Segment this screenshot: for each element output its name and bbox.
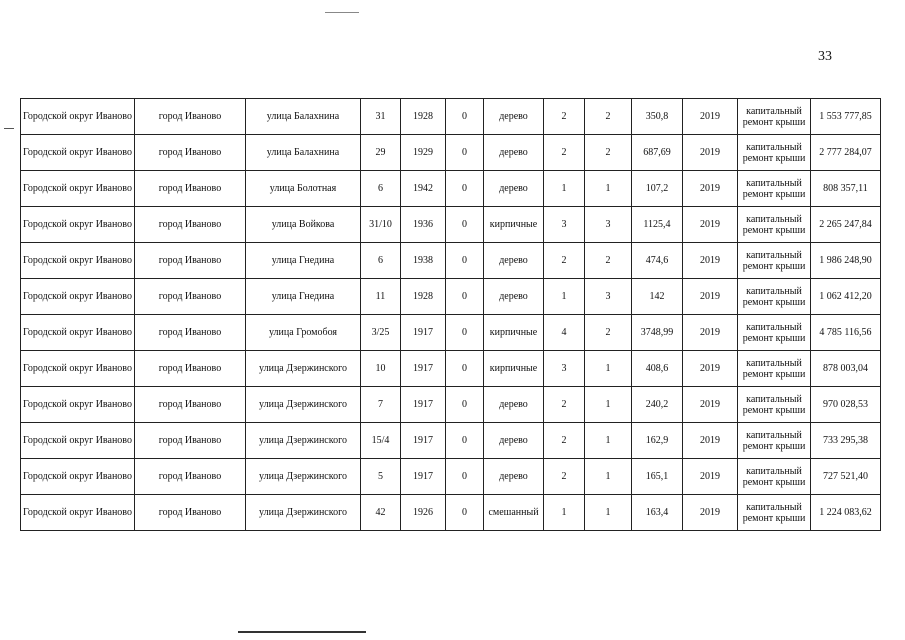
cell-planned-year: 2019 bbox=[683, 135, 738, 171]
cell-wall-material: кирпичные bbox=[484, 315, 544, 351]
cell-city: город Иваново bbox=[135, 387, 246, 423]
cell-year-reconstructed: 0 bbox=[446, 459, 484, 495]
cell-work-type: капитальный ремонт крыши bbox=[738, 171, 811, 207]
cell-street: улица Дзержинского bbox=[246, 459, 361, 495]
cell-district: Городской округ Иваново bbox=[21, 207, 135, 243]
table-row bbox=[21, 495, 881, 531]
cell-year-built: 1928 bbox=[401, 99, 446, 135]
table-row bbox=[21, 171, 881, 207]
cell-planned-year: 2019 bbox=[683, 207, 738, 243]
cell-year-reconstructed: 0 bbox=[446, 243, 484, 279]
cell-street: улица Дзержинского bbox=[246, 387, 361, 423]
cell-wall-material: дерево bbox=[484, 423, 544, 459]
cell-year-reconstructed: 0 bbox=[446, 351, 484, 387]
cell-work-type: капитальный ремонт крыши bbox=[738, 351, 811, 387]
cell-work-type: капитальный ремонт крыши bbox=[738, 207, 811, 243]
cell-district: Городской округ Иваново bbox=[21, 99, 135, 135]
table-row bbox=[21, 459, 881, 495]
table-row bbox=[21, 387, 881, 423]
cell-cost: 808 357,11 bbox=[811, 171, 881, 207]
cell-year-reconstructed: 0 bbox=[446, 315, 484, 351]
housing-repair-table bbox=[20, 98, 881, 531]
cell-house-number: 6 bbox=[361, 171, 401, 207]
cell-year-built: 1917 bbox=[401, 315, 446, 351]
cell-area: 165,1 bbox=[632, 459, 683, 495]
cell-street: улица Громобоя bbox=[246, 315, 361, 351]
table-row bbox=[21, 315, 881, 351]
cell-floors: 1 bbox=[544, 495, 585, 531]
cell-floors: 2 bbox=[544, 459, 585, 495]
cell-entrances: 1 bbox=[585, 171, 632, 207]
cell-work-type: капитальный ремонт крыши bbox=[738, 99, 811, 135]
cell-cost: 1 986 248,90 bbox=[811, 243, 881, 279]
cell-planned-year: 2019 bbox=[683, 459, 738, 495]
cell-planned-year: 2019 bbox=[683, 243, 738, 279]
cell-year-built: 1938 bbox=[401, 243, 446, 279]
cell-planned-year: 2019 bbox=[683, 171, 738, 207]
cell-planned-year: 2019 bbox=[683, 99, 738, 135]
cell-floors: 3 bbox=[544, 207, 585, 243]
cell-cost: 733 295,38 bbox=[811, 423, 881, 459]
cell-area: 163,4 bbox=[632, 495, 683, 531]
cell-year-built: 1917 bbox=[401, 387, 446, 423]
cell-floors: 2 bbox=[544, 243, 585, 279]
cell-city: город Иваново bbox=[135, 495, 246, 531]
table-row bbox=[21, 99, 881, 135]
cell-entrances: 1 bbox=[585, 459, 632, 495]
table-row bbox=[21, 207, 881, 243]
cell-district: Городской округ Иваново bbox=[21, 387, 135, 423]
cell-wall-material: смешанный bbox=[484, 495, 544, 531]
cell-work-type: капитальный ремонт крыши bbox=[738, 315, 811, 351]
cell-city: город Иваново bbox=[135, 459, 246, 495]
cell-house-number: 29 bbox=[361, 135, 401, 171]
cell-house-number: 10 bbox=[361, 351, 401, 387]
cell-district: Городской округ Иваново bbox=[21, 459, 135, 495]
cell-cost: 2 265 247,84 bbox=[811, 207, 881, 243]
cell-city: город Иваново bbox=[135, 351, 246, 387]
cell-street: улица Балахнина bbox=[246, 135, 361, 171]
cell-street: улица Дзержинского bbox=[246, 351, 361, 387]
cell-year-reconstructed: 0 bbox=[446, 171, 484, 207]
cell-entrances: 3 bbox=[585, 207, 632, 243]
cell-house-number: 7 bbox=[361, 387, 401, 423]
cell-floors: 2 bbox=[544, 135, 585, 171]
cell-work-type: капитальный ремонт крыши bbox=[738, 135, 811, 171]
cell-area: 142 bbox=[632, 279, 683, 315]
cell-work-type: капитальный ремонт крыши bbox=[738, 387, 811, 423]
cell-area: 162,9 bbox=[632, 423, 683, 459]
cell-wall-material: дерево bbox=[484, 243, 544, 279]
cell-house-number: 42 bbox=[361, 495, 401, 531]
table-row bbox=[21, 243, 881, 279]
cell-wall-material: дерево bbox=[484, 459, 544, 495]
cell-city: город Иваново bbox=[135, 315, 246, 351]
cell-floors: 2 bbox=[544, 423, 585, 459]
cell-year-built: 1942 bbox=[401, 171, 446, 207]
cell-entrances: 1 bbox=[585, 423, 632, 459]
cell-planned-year: 2019 bbox=[683, 423, 738, 459]
cell-planned-year: 2019 bbox=[683, 279, 738, 315]
cell-year-built: 1917 bbox=[401, 459, 446, 495]
cell-year-reconstructed: 0 bbox=[446, 99, 484, 135]
cell-wall-material: кирпичные bbox=[484, 207, 544, 243]
cell-district: Городской округ Иваново bbox=[21, 279, 135, 315]
cell-street: улица Болотная bbox=[246, 171, 361, 207]
cell-district: Городской округ Иваново bbox=[21, 423, 135, 459]
cell-cost: 878 003,04 bbox=[811, 351, 881, 387]
cell-planned-year: 2019 bbox=[683, 387, 738, 423]
cell-wall-material: дерево bbox=[484, 171, 544, 207]
cell-area: 240,2 bbox=[632, 387, 683, 423]
cell-cost: 2 777 284,07 bbox=[811, 135, 881, 171]
cell-house-number: 6 bbox=[361, 243, 401, 279]
table-row bbox=[21, 279, 881, 315]
table-row bbox=[21, 351, 881, 387]
cell-year-reconstructed: 0 bbox=[446, 279, 484, 315]
cell-area: 3748,99 bbox=[632, 315, 683, 351]
cell-year-reconstructed: 0 bbox=[446, 423, 484, 459]
cell-city: город Иваново bbox=[135, 243, 246, 279]
cell-year-reconstructed: 0 bbox=[446, 495, 484, 531]
cell-entrances: 3 bbox=[585, 279, 632, 315]
cell-district: Городской округ Иваново bbox=[21, 135, 135, 171]
cell-wall-material: дерево bbox=[484, 135, 544, 171]
cell-floors: 4 bbox=[544, 315, 585, 351]
cell-year-built: 1929 bbox=[401, 135, 446, 171]
top-rule bbox=[325, 12, 359, 13]
cell-city: город Иваново bbox=[135, 171, 246, 207]
cell-year-reconstructed: 0 bbox=[446, 387, 484, 423]
cell-planned-year: 2019 bbox=[683, 315, 738, 351]
cell-work-type: капитальный ремонт крыши bbox=[738, 423, 811, 459]
cell-work-type: капитальный ремонт крыши bbox=[738, 459, 811, 495]
cell-street: улица Дзержинского bbox=[246, 423, 361, 459]
cell-year-reconstructed: 0 bbox=[446, 207, 484, 243]
cell-house-number: 15/4 bbox=[361, 423, 401, 459]
cell-work-type: капитальный ремонт крыши bbox=[738, 243, 811, 279]
bottom-rule bbox=[238, 631, 366, 633]
cell-floors: 2 bbox=[544, 99, 585, 135]
cell-wall-material: дерево bbox=[484, 99, 544, 135]
cell-cost: 1 553 777,85 bbox=[811, 99, 881, 135]
cell-wall-material: дерево bbox=[484, 387, 544, 423]
cell-wall-material: дерево bbox=[484, 279, 544, 315]
cell-city: город Иваново bbox=[135, 423, 246, 459]
cell-city: город Иваново bbox=[135, 135, 246, 171]
cell-street: улица Гнедина bbox=[246, 243, 361, 279]
cell-planned-year: 2019 bbox=[683, 351, 738, 387]
cell-street: улица Дзержинского bbox=[246, 495, 361, 531]
cell-city: город Иваново bbox=[135, 207, 246, 243]
table-body bbox=[21, 99, 881, 531]
cell-entrances: 2 bbox=[585, 243, 632, 279]
cell-year-built: 1936 bbox=[401, 207, 446, 243]
cell-cost: 970 028,53 bbox=[811, 387, 881, 423]
cell-street: улица Гнедина bbox=[246, 279, 361, 315]
cell-street: улица Войкова bbox=[246, 207, 361, 243]
cell-year-built: 1926 bbox=[401, 495, 446, 531]
table-row bbox=[21, 423, 881, 459]
cell-house-number: 31/10 bbox=[361, 207, 401, 243]
cell-district: Городской округ Иваново bbox=[21, 171, 135, 207]
cell-area: 1125,4 bbox=[632, 207, 683, 243]
cell-cost: 1 224 083,62 bbox=[811, 495, 881, 531]
cell-year-built: 1928 bbox=[401, 279, 446, 315]
cell-work-type: капитальный ремонт крыши bbox=[738, 279, 811, 315]
cell-entrances: 2 bbox=[585, 315, 632, 351]
cell-city: город Иваново bbox=[135, 279, 246, 315]
cell-entrances: 1 bbox=[585, 387, 632, 423]
cell-work-type: капитальный ремонт крыши bbox=[738, 495, 811, 531]
cell-year-built: 1917 bbox=[401, 351, 446, 387]
cell-wall-material: кирпичные bbox=[484, 351, 544, 387]
cell-cost: 4 785 116,56 bbox=[811, 315, 881, 351]
cell-entrances: 1 bbox=[585, 351, 632, 387]
cell-area: 474,6 bbox=[632, 243, 683, 279]
cell-cost: 727 521,40 bbox=[811, 459, 881, 495]
cell-city: город Иваново bbox=[135, 99, 246, 135]
cell-cost: 1 062 412,20 bbox=[811, 279, 881, 315]
cell-year-reconstructed: 0 bbox=[446, 135, 484, 171]
cell-house-number: 31 bbox=[361, 99, 401, 135]
margin-mark bbox=[4, 128, 14, 129]
cell-floors: 2 bbox=[544, 387, 585, 423]
cell-floors: 1 bbox=[544, 171, 585, 207]
cell-area: 350,8 bbox=[632, 99, 683, 135]
cell-district: Городской округ Иваново bbox=[21, 351, 135, 387]
table-row bbox=[21, 135, 881, 171]
page-number: 33 bbox=[818, 49, 832, 64]
cell-street: улица Балахнина bbox=[246, 99, 361, 135]
cell-house-number: 11 bbox=[361, 279, 401, 315]
cell-district: Городской округ Иваново bbox=[21, 495, 135, 531]
cell-year-built: 1917 bbox=[401, 423, 446, 459]
cell-house-number: 3/25 bbox=[361, 315, 401, 351]
cell-house-number: 5 bbox=[361, 459, 401, 495]
cell-area: 687,69 bbox=[632, 135, 683, 171]
cell-area: 107,2 bbox=[632, 171, 683, 207]
cell-entrances: 1 bbox=[585, 495, 632, 531]
cell-district: Городской округ Иваново bbox=[21, 315, 135, 351]
cell-floors: 3 bbox=[544, 351, 585, 387]
cell-floors: 1 bbox=[544, 279, 585, 315]
cell-entrances: 2 bbox=[585, 99, 632, 135]
cell-planned-year: 2019 bbox=[683, 495, 738, 531]
cell-area: 408,6 bbox=[632, 351, 683, 387]
cell-district: Городской округ Иваново bbox=[21, 243, 135, 279]
cell-entrances: 2 bbox=[585, 135, 632, 171]
